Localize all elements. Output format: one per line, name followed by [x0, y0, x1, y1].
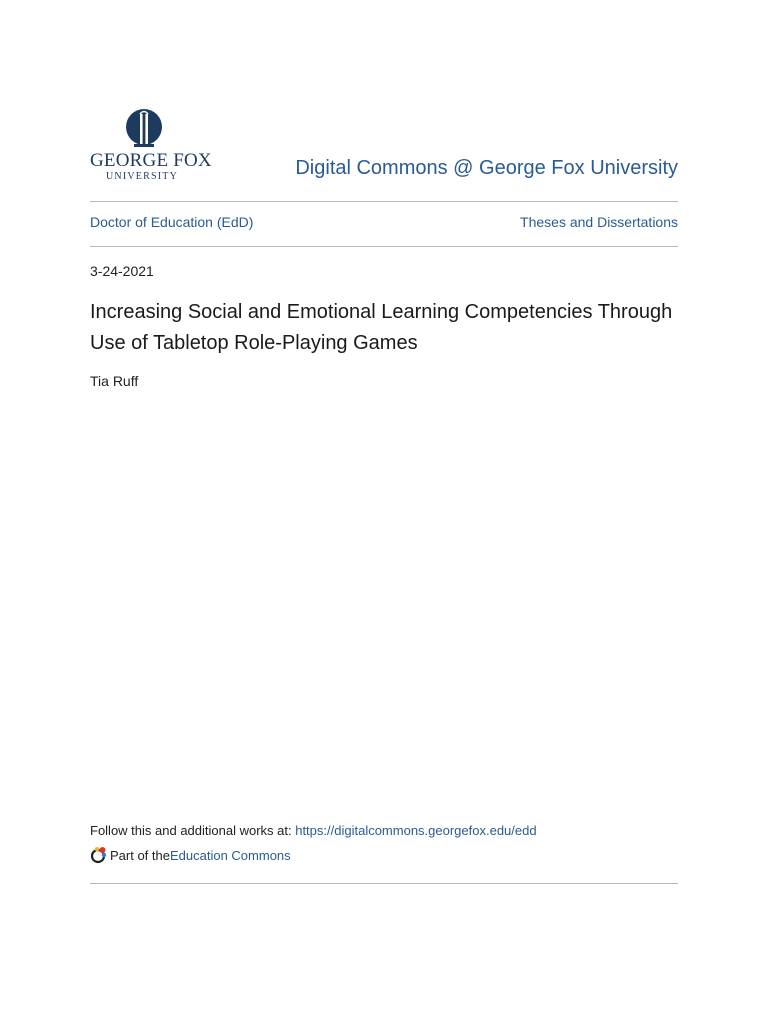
repository-link[interactable]: Digital Commons @ George Fox University — [295, 157, 678, 179]
document-author: Tia Ruff — [90, 373, 139, 389]
logo-subtitle: UNIVERSITY — [106, 172, 178, 181]
logo-wordmark: GEORGE FOX — [90, 150, 212, 171]
education-commons-link[interactable]: Education Commons — [169, 847, 291, 863]
part-of-label: Part of the — [110, 847, 170, 863]
publication-date: 3-24-2021 — [90, 263, 154, 279]
george-fox-logo[interactable] — [90, 108, 212, 181]
part-of-line — [90, 846, 291, 864]
network-commons-icon — [90, 846, 108, 864]
breadcrumb-collection[interactable]: Theses and Dissertations — [520, 214, 678, 230]
follow-url-link[interactable]: https://digitalcommons.georgefox.edu/edd — [295, 823, 537, 838]
footer-divider — [90, 883, 678, 884]
breadcrumb-divider — [90, 246, 678, 247]
document-title: Increasing Social and Emotional Learning Competencies Through Use of Tabletop Role-Playing Games — [90, 301, 673, 354]
breadcrumb-program[interactable]: Doctor of Education (EdD) — [90, 214, 254, 230]
logo-emblem-icon — [124, 108, 164, 152]
follow-line — [90, 823, 537, 838]
top-divider — [90, 201, 678, 202]
follow-label: Follow this and additional works at: — [90, 823, 296, 838]
